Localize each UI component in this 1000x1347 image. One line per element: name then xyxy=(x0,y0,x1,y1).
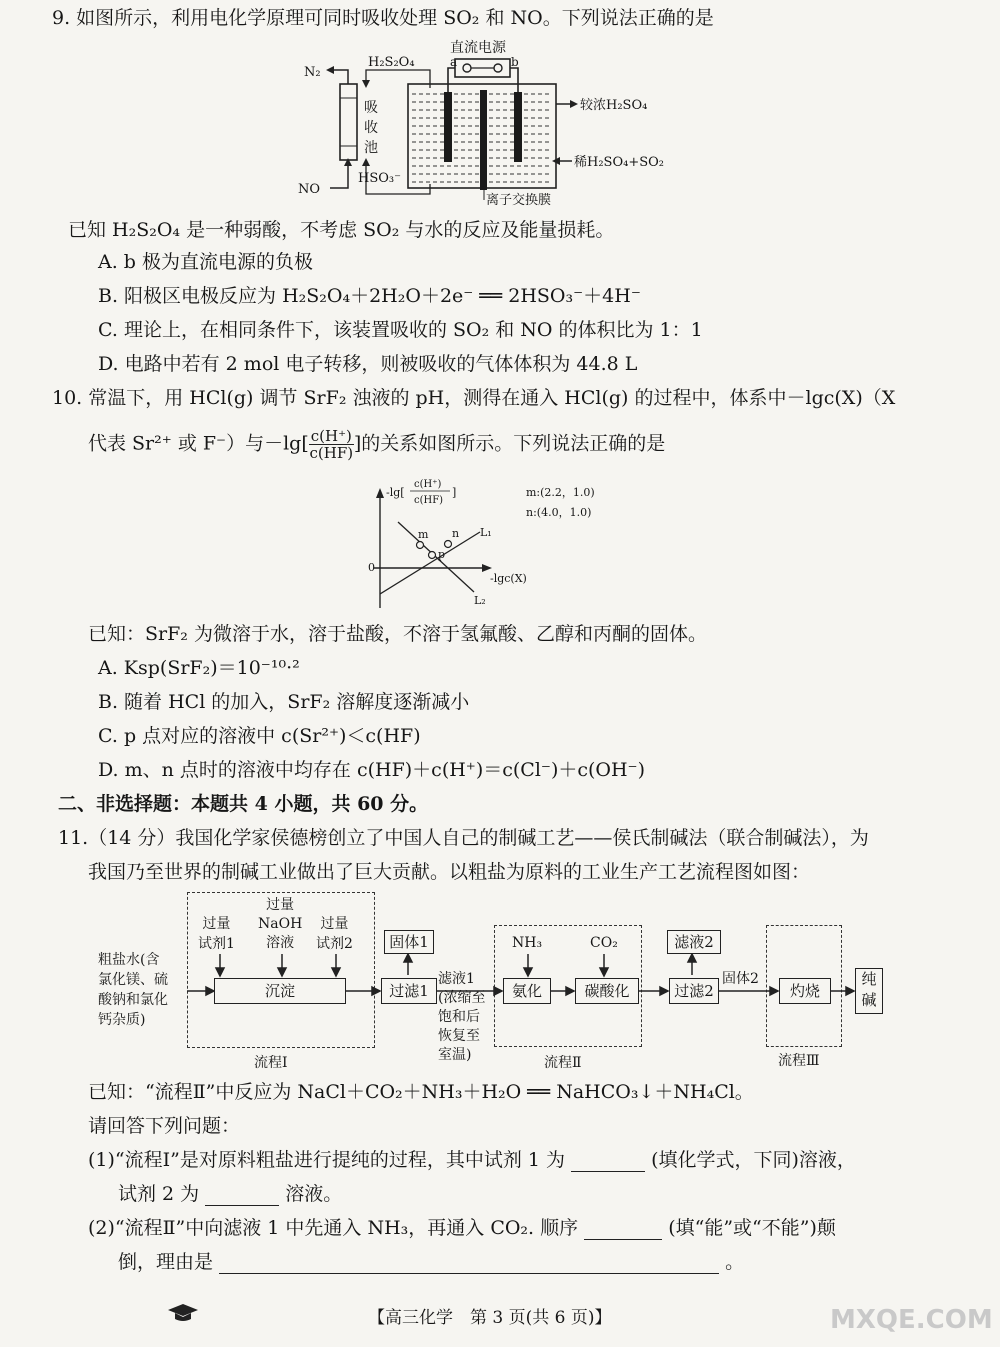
q11-stem-line1: 11.（14 分）我国化学家侯德榜创立了中国人自己的制碱工艺——侯氏制碱法（联合制碱法），为 xyxy=(58,827,869,849)
q11-stem-line2: 我国乃至世界的制碱工业做出了巨大贡献。以粗盐为原料的工业生产工艺流程图如图： xyxy=(88,861,811,883)
q10-graph xyxy=(362,476,622,616)
frac-den: c(HF) xyxy=(309,444,354,462)
point-p-label: p xyxy=(438,548,446,561)
answer-blank-order[interactable] xyxy=(584,1221,662,1240)
calcine-box: 灼烧 xyxy=(779,978,831,1004)
process2-frame xyxy=(494,925,642,1047)
process1-frame xyxy=(187,892,375,1048)
filtrate1-label: 滤液1 (浓缩至 饱和后 恢复至 室温) xyxy=(438,971,486,1063)
q10-stem-line1: 10. 常温下，用 HCl(g) 调节 SrF₂ 浊液的 pH，测得在通入 HCl(g) 的过程中，体系中－lgc(X)（X xyxy=(52,387,896,409)
q10-option-a: A. Ksp(SrF₂)＝10⁻¹⁰·² xyxy=(98,657,300,679)
q10-known: 已知：SrF₂ 为微溶于水，溶于盐酸，不溶于氢氟酸、乙醇和丙酮的固体。 xyxy=(88,623,707,645)
process2-label: 流程Ⅱ xyxy=(544,1055,582,1071)
process3-label: 流程Ⅲ xyxy=(778,1053,820,1069)
origin-label: 0 xyxy=(368,561,375,574)
q9-option-a: A. b 极为直流电源的负极 xyxy=(98,251,314,273)
solid2-label: 固体2 xyxy=(722,971,759,987)
absorber-char-2: 收 xyxy=(364,120,378,136)
q11-sub2-line2 xyxy=(118,1250,744,1274)
n2-label: N₂ xyxy=(304,65,321,80)
q9-option-b: B. 阳极区电极反应为 H₂S₂O₄＋2H₂O＋2e⁻ ══ 2HSO₃⁻＋4H⁻ xyxy=(98,285,641,307)
page-footer: 【高三化学 第 3 页(共 6 页)】 xyxy=(368,1308,612,1328)
membrane-label: 离子交换膜 xyxy=(486,193,552,208)
q10-stem-a: 代表 Sr²⁺ 或 F⁻）与－lg[ xyxy=(88,432,309,455)
watermark-text: MXQE.COM xyxy=(830,1305,993,1335)
nh3-label: NH₃ xyxy=(512,935,543,951)
q10-fraction xyxy=(309,428,354,461)
out-right-label: 较浓H₂SO₄ xyxy=(580,98,648,113)
q10-stem-b: ]的关系如图所示。下列说法正确的是 xyxy=(353,432,666,455)
line2-label: L₂ xyxy=(474,594,486,607)
answer-blank-reagent2[interactable] xyxy=(205,1187,279,1206)
q11-sub1-line1 xyxy=(88,1148,856,1172)
q9-option-d: D. 电路中若有 2 mol 电子转移，则被吸收的气体体积为 44.8 L xyxy=(98,353,638,375)
reagent2-label: 过量 试剂2 xyxy=(316,916,353,952)
q11-sub1-line2 xyxy=(118,1182,342,1206)
pole-b: b xyxy=(511,55,519,69)
frac-num: c(H⁺) xyxy=(310,427,352,445)
pole-a: a xyxy=(450,55,458,69)
point-m-label: m xyxy=(418,528,429,541)
process1-label: 流程Ⅰ xyxy=(254,1055,288,1071)
carbonation-box: 碳酸化 xyxy=(575,978,639,1004)
point-n-label: n xyxy=(452,527,460,540)
precipitate-box: 沉淀 xyxy=(214,978,346,1004)
coord-m: m:(2.2，1.0) xyxy=(526,486,595,499)
q11-sub2-line1 xyxy=(88,1216,836,1240)
power-label: 直流电源 xyxy=(450,40,506,56)
in-right-label: 稀H₂SO₄+SO₂ xyxy=(574,155,664,170)
q9-electrochem-diagram xyxy=(290,36,720,208)
filtrate2-box: 滤液2 xyxy=(667,930,721,954)
q11-sub1-text-d: 溶液。 xyxy=(285,1183,343,1205)
co2-label: CO₂ xyxy=(590,935,618,951)
ammoniation-box: 氨化 xyxy=(503,978,551,1004)
line1-label: L₁ xyxy=(480,526,492,539)
filter1-box: 过滤1 xyxy=(381,978,437,1004)
q11-sub1-text-b: (填化学式，下同)溶液， xyxy=(651,1149,856,1171)
graduation-cap-icon xyxy=(166,1302,200,1324)
q10-option-b: B. 随着 HCl 的加入，SrF₂ 溶解度逐渐减小 xyxy=(98,691,470,713)
h2s2o4-label: H₂S₂O₄ xyxy=(368,55,415,70)
reagent1-label: 过量 试剂1 xyxy=(198,916,235,952)
y-label-a: -lg[ xyxy=(386,486,405,499)
y-label-num: c(H⁺) xyxy=(414,479,442,490)
product-box: 纯 碱 xyxy=(855,968,883,1014)
q11-prompt: 请回答下列问题： xyxy=(88,1115,241,1137)
answer-blank-reason[interactable] xyxy=(219,1255,719,1274)
q10-stem-line2 xyxy=(88,428,665,461)
hso3-label: HSO₃⁻ xyxy=(358,171,401,186)
q11-sub1-text-c: 试剂 2 为 xyxy=(118,1183,200,1205)
q11-sub2-text-a: (2)“流程Ⅱ”中向滤液 1 中先通入 NH₃，再通入 CO₂. 顺序 xyxy=(88,1217,579,1239)
q11-sub2-text-b: (填“能”或“不能”)颠 xyxy=(668,1217,836,1239)
q11-known: 已知：“流程Ⅱ”中反应为 NaCl＋CO₂＋NH₃＋H₂O ══ NaHCO₃↓＋NH₄Cl。 xyxy=(88,1081,754,1103)
q10-option-c: C. p 点对应的溶液中 c(Sr²⁺)＜c(HF) xyxy=(98,725,421,747)
x-label: -lgc(X) xyxy=(490,572,527,585)
q9-option-c: C. 理论上，在相同条件下，该装置吸收的 SO₂ 和 NO 的体积比为 1：1 xyxy=(98,319,703,341)
q9-stem: 9. 如图所示，利用电化学原理可同时吸收处理 SO₂ 和 NO。下列说法正确的是 xyxy=(52,7,714,29)
y-label-den: c(HF) xyxy=(414,495,444,506)
absorber-char-1: 吸 xyxy=(364,100,378,116)
q10-option-d: D. m、n 点时的溶液中均存在 c(HF)＋c(H⁺)＝c(Cl⁻)＋c(OH⁻) xyxy=(98,759,646,781)
coord-n: n:(4.0，1.0) xyxy=(526,506,592,519)
section-heading: 二、非选择题：本题共 4 小题，共 60 分。 xyxy=(58,793,429,815)
filter2-box: 过滤2 xyxy=(669,978,719,1004)
q11-sub2-text-c: 倒，理由是 xyxy=(118,1251,214,1273)
answer-blank-reagent1[interactable] xyxy=(571,1153,645,1172)
solid1-box: 固体1 xyxy=(384,930,434,954)
naoh-label: 过量 NaOH 溶液 xyxy=(258,897,303,951)
process3-frame xyxy=(766,925,842,1047)
y-label-b: ] xyxy=(452,486,457,499)
raw-material: 粗盐水(含 氯化镁、硫 酸钠和氯化 钙杂质) xyxy=(98,952,168,1028)
absorber-char-3: 池 xyxy=(364,140,378,156)
q11-sub1-text-a: (1)“流程Ⅰ”是对原料粗盐进行提纯的过程，其中试剂 1 为 xyxy=(88,1149,566,1171)
no-label: NO xyxy=(298,182,321,197)
q9-known: 已知 H₂S₂O₄ 是一种弱酸，不考虑 SO₂ 与水的反应及能量损耗。 xyxy=(68,219,615,241)
q11-sub2-text-d: 。 xyxy=(725,1251,745,1273)
